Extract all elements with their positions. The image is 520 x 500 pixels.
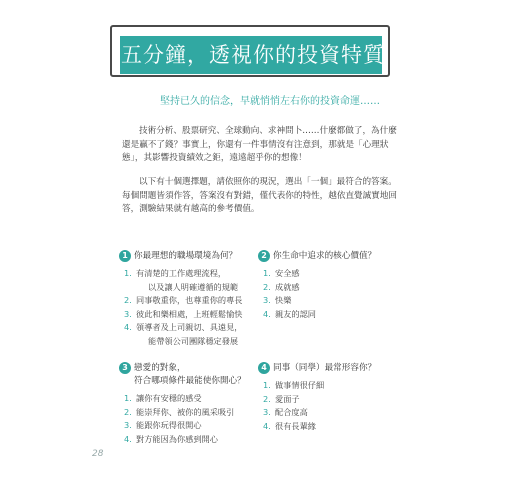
- option-item: [263, 406, 324, 420]
- option-number: 3.: [124, 308, 132, 319]
- option-number: 2.: [263, 281, 271, 292]
- option-item: [124, 419, 234, 433]
- option-item: [124, 321, 242, 348]
- option-item: [263, 281, 316, 295]
- option-item: [124, 308, 242, 322]
- option-text: 快樂: [275, 295, 292, 305]
- option-number: 2.: [124, 295, 132, 305]
- option-text: 很有長輩緣: [275, 420, 316, 431]
- option-text: 同事敬重你，也尊重你的專長: [136, 295, 243, 305]
- intro-paragraph: 技術分析、股票研究、全球動向、求神問卜……什麼都做了，為什麼還是贏不了錢？事實上，你還有一件事情沒有注意到，那就是「心理狀態」，其影響投資績效之鉅，遠遠超乎你的想像！: [122, 126, 397, 163]
- option-number: 1.: [124, 393, 132, 403]
- question-number-badge: 3: [119, 362, 131, 374]
- page-subtitle: 堅持已久的信念，早就悄悄左右你的投資命運……: [160, 96, 380, 107]
- option-text: 彼此和樂相處，上班輕鬆愉快: [136, 308, 243, 319]
- page-title: 五分鐘，透視你的投資特質: [121, 43, 385, 67]
- option-text-continued: 以及讓人明確遵循的規範: [148, 281, 239, 292]
- option-item: [124, 267, 242, 294]
- option-text: 能崇拜你、被你的風采吸引: [136, 406, 235, 417]
- option-text: 對方能因為你感到開心: [136, 433, 218, 444]
- option-item: [263, 393, 324, 407]
- option-item: [263, 420, 324, 434]
- question-title: 戀愛的對象，: [134, 363, 186, 373]
- options-list: [124, 267, 242, 348]
- option-text: 做事情很仔細: [275, 380, 325, 390]
- option-text-continued: 能帶領公司團隊穩定發展: [148, 335, 239, 346]
- option-text: 愛面子: [275, 393, 300, 404]
- option-item: [124, 294, 242, 308]
- question-number-badge: 1: [119, 250, 131, 262]
- option-number: 4.: [263, 420, 271, 431]
- option-number: 4.: [263, 308, 271, 319]
- intro-paragraph: 以下有十個選擇題，請依照你的現況，選出「一個」最符合的答案。每個問題皆須作答，答案沒有對錯，僅代表你的特性，越依直覺誠實地回答，測驗結果就有越高的參考價值。: [122, 177, 398, 214]
- question-title: 你生命中追求的核心價值？: [273, 251, 377, 261]
- option-number: 1.: [124, 268, 132, 278]
- option-number: 1.: [263, 268, 271, 278]
- option-item: [124, 392, 234, 406]
- option-item: [124, 406, 234, 420]
- option-number: 3.: [263, 295, 271, 305]
- option-text: 有清楚的工作處理流程，: [136, 268, 227, 278]
- option-text: 成就感: [275, 281, 300, 292]
- options-list: [263, 379, 324, 433]
- option-number: 2.: [124, 406, 132, 417]
- page-number: 28: [92, 449, 104, 459]
- option-text: 領導者及上司親切、具遠見，: [136, 322, 243, 332]
- question-title: 同事（同學）最常形容你？: [273, 363, 377, 373]
- option-item: [263, 294, 316, 308]
- option-text: 配合度高: [275, 407, 308, 417]
- question-number-badge: 4: [258, 362, 270, 374]
- option-item: [263, 379, 324, 393]
- options-list: [124, 392, 234, 446]
- option-item: [263, 308, 316, 322]
- option-number: 2.: [263, 393, 271, 404]
- option-number: 1.: [263, 380, 271, 390]
- option-text: 讓你有安穩的感受: [136, 393, 202, 403]
- question-number-badge: 2: [258, 250, 270, 262]
- option-text: 親友的認同: [275, 308, 316, 319]
- options-list: [263, 267, 316, 321]
- option-number: 3.: [124, 420, 132, 430]
- option-item: [263, 267, 316, 281]
- question-title: 你最理想的職場環境為何？: [134, 251, 238, 261]
- option-number: 4.: [124, 433, 132, 444]
- option-text: 安全感: [275, 268, 300, 278]
- question-title-continued: 符合哪項條件最能使你開心？: [134, 376, 246, 386]
- option-text: 能跟你玩得很開心: [136, 420, 202, 430]
- option-number: 3.: [263, 407, 271, 417]
- option-item: [124, 433, 234, 447]
- option-number: 4.: [124, 322, 132, 332]
